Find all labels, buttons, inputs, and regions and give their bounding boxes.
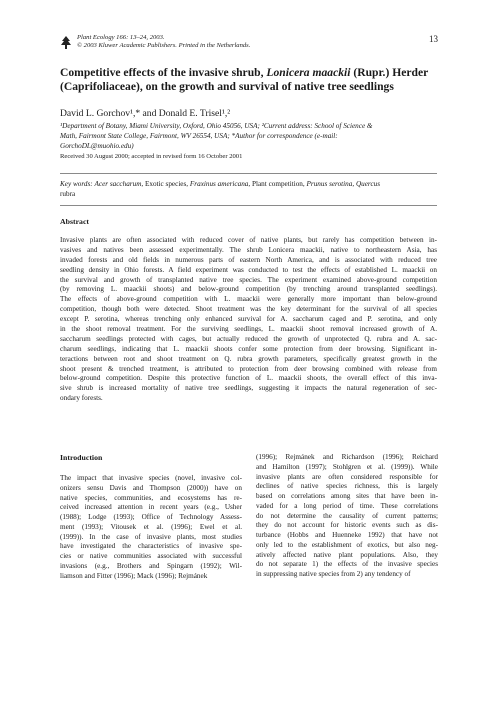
intro-line: ceived increased attention in recent years (e.g., Usher [60,503,242,512]
abstract-line: Invasive plants are often associated with reduced cover of native plants, but rarely has competition between in- [60,236,437,244]
journal-line: Plant Ecology 166: 13–24, 2003. [77,34,165,41]
intro-line: onizers sensu Davis and Thompson (2000)) have on [60,483,242,492]
intro-line: (1996); Rejmánek and Richardson (1996); Reichard [256,453,438,461]
intro-line: liamson and Fitter (1996); Mack (1996); Rejmánek [60,571,208,580]
intro-line: ment (1993); Vitousek et al. (1996); Ewel et al. [60,522,242,531]
intro-line: invasions (e.g., Brothers and Spingarn (1992); Wil- [60,561,242,570]
intro-line: they do not account for historic events such as dis- [256,521,438,530]
intro-line: in suppressing native species from 2) any tendency of [256,570,411,578]
keywords-line: rubra [60,190,76,198]
intro-line: The impact that invasive species (novel, invasive col- [60,474,242,482]
abstract-line: saccharum seedlings protected with cages, but actually reduced the growth of unprotected Q. rubra and A. sac- [60,334,437,343]
received-dates: Received 30 August 2000; accepted in revised form 16 October 2001 [60,153,243,160]
abstract-line: in the shoot removal treatment. For the surviving seedlings, L. maackii shoot removal increased growth of A. [60,325,437,334]
intro-line: declines of native species richness, this is largely [256,482,438,491]
abstract-line: seedling density in Ohio forests. A field experiment was conducted to test the effects of established L. maackii on [60,265,437,274]
intro-line: do not separate 1) the effects of the invasive species [256,560,438,569]
affiliation-line: GorchoDL@muohio.edu) [60,141,134,150]
intro-line: (1999)). In the case of invasive plants, most studies [60,532,242,541]
abstract-line: invaded forests and old fields in numerous parts of eastern North America, and is associated with reduced tree [60,255,437,264]
title-line: Competitive effects of the invasive shrub, Lonicera maackii (Rupr.) Herder [60,66,429,79]
intro-line: do not determine the causality of current patterns; [256,511,438,520]
copyright-line: © 2003 Kluwer Academic Publishers. Printed in the Netherlands. [77,42,251,50]
author-list: David L. Gorchov¹,* and Donald E. Trisel¹,² [60,108,231,119]
intro-line: only led to the establishment of exotics, but also neg- [256,540,438,549]
abstract-line: sive shrub is increased mortality of native tree seedlings, suggesting it impacts the natural regeneration of sec- [60,384,437,393]
intro-line: have investigated the characteristics of invasive spe- [60,542,242,551]
keywords-line: Key words: Acer saccharum, Exotic species, Fraxinus americana, Plant competition, Prunus serotina, Quercus [60,180,381,188]
journal-citation [77,34,250,50]
introduction-right-column [256,453,438,580]
affiliation-line: Math, Fairmont State College, Fairmont, WV 26554, USA; *Author for correspondence (e-mail: [60,131,338,140]
intro-line: invasive plants are often considered responsible for [256,472,438,481]
abstract-line: vasives and natives been assessed experimentally. The shrub Lonicera maackii, native to northeastern Asia, has [60,245,437,254]
intro-line: based on correlations among sites that have been in- [256,492,438,500]
abstract-heading: Abstract [60,217,90,226]
intro-line: turbance (Hobbs and Huenneke 1992) that have not [256,531,438,539]
affiliation-line: ¹Department of Botany, Miami University, Oxford, Ohio 45056, USA; ²Current address: School of Science & [60,122,373,130]
paper-title [60,66,445,95]
introduction-left-column [60,474,242,581]
intro-line: cies or native communities associated with successful [60,552,242,560]
publisher-logo [60,35,72,50]
abstract-line: the survival and growth of transplanted native tree species. The experiment examined above-ground competition [60,275,437,284]
abstract-line: except P. serotina, whereas trenching only enhanced survival for A. saccharum caged and P. serotina, and only [60,315,437,324]
abstract-line: below-ground competition. Despite this protective function of L. maackii shoots, the overall effect of this inva- [60,374,437,383]
page-number: 13 [429,34,438,44]
abstract-line: competition, though both were detected. Shoot treatment was the key determinant for the survival of all species [60,305,437,314]
abstract-line: ondary forests. [60,394,103,403]
divider-top [60,173,437,174]
abstract-body [60,236,437,404]
affiliations [60,122,445,151]
abstract-line: teractions between root and shoot treatment on Q. rubra growth parameters, specifically greatest growth in the [60,354,437,363]
intro-line: vaded for a long period of time. These correlations [256,501,438,510]
abstract-line: (by removing L. maackii shoots) and below-ground competition (by trenching around transplanted seedlings). [60,285,437,294]
intro-line: (1988); Lodge (1993); Office of Technology Assess- [60,513,242,521]
abstract-line: charum seedlings, indicating that L. maackii shoots confer some protection from deer browsing. Significant in- [60,344,437,353]
introduction-heading: Introduction [60,453,103,462]
abstract-line: The effects of above-ground competition with L. maackii were generally more important than below-ground [60,295,437,304]
abstract-line: shoot present & trenched treatment, is attributed to protection from deer browsing combined with release from [60,364,437,373]
divider-bottom [60,205,437,206]
intro-line: atively affected native plant populations. Also, they [256,550,438,559]
keywords [60,179,440,199]
intro-line: and Hamilton (1997); Stohlgren et al. (1999)). While [256,462,438,471]
title-line: (Caprifoliaceae), on the growth and survival of native tree seedlings [60,80,394,94]
intro-line: native species, communities, and ecosystems has re- [60,493,242,502]
